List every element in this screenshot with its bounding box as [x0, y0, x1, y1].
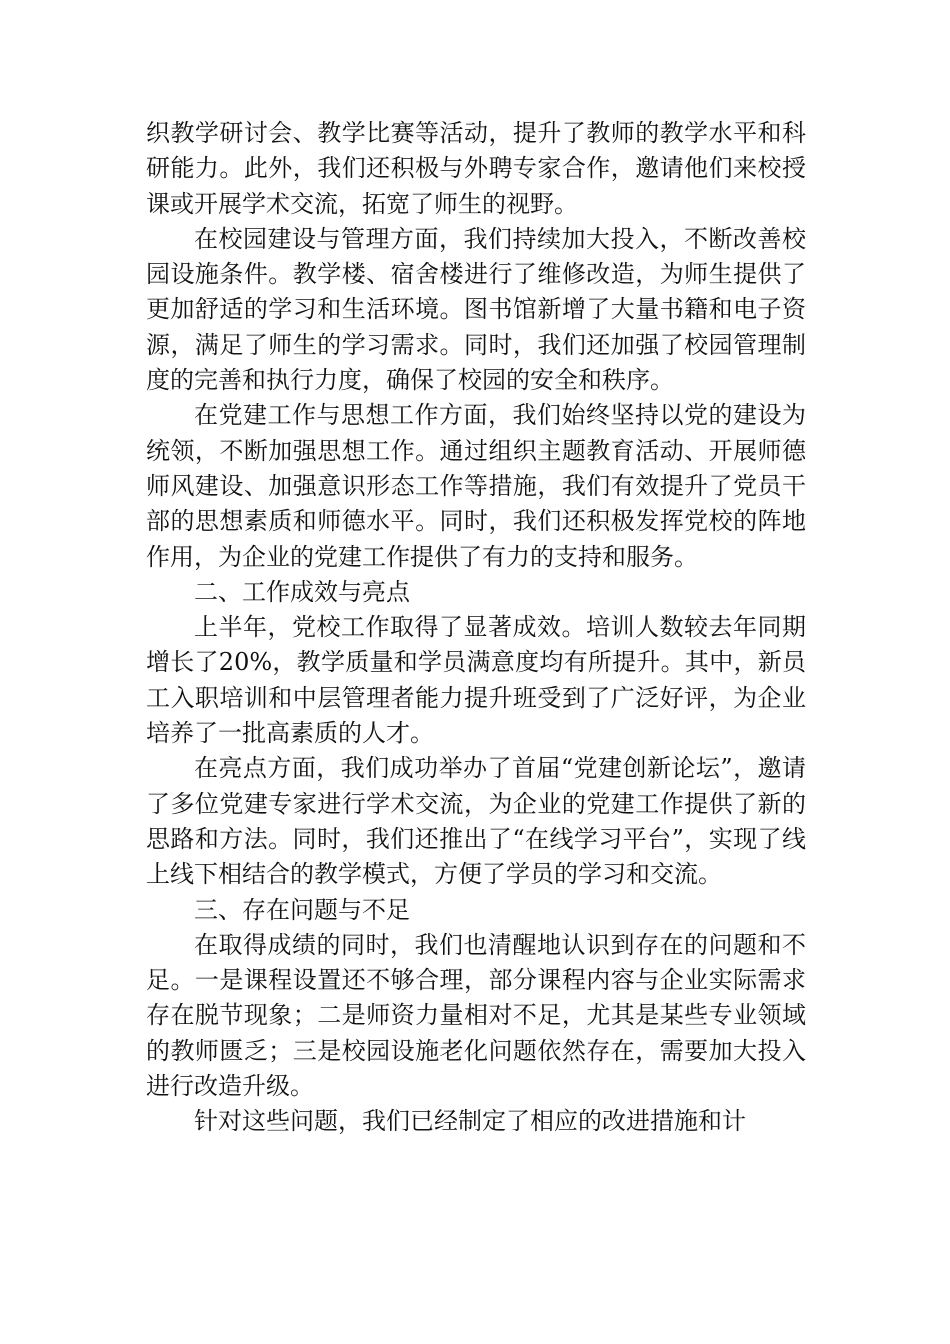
paragraph-highlights: 在亮点方面，我们成功举办了首届“党建创新论坛”，邀请了多位党建专家进行学术交流，为企业的党建工作提供了新的思路和方法。同时，我们还推出了“在线学习平台”，实现了线上线下相结合的教学模式，方便了学员的学习和交流。: [146, 754, 806, 889]
document-body: [146, 116, 806, 1140]
paragraph-party-building: 在党建工作与思想工作方面，我们始终坚持以党的建设为统领，不断加强思想工作。通过组织主题教育活动、开展师德师风建设、加强意识形态工作等措施，我们有效提升了党员干部的思想素质和师德水平。同时，我们还积极发挥党校的阵地作用，为企业的党建工作提供了有力的支持和服务。: [146, 401, 806, 571]
paragraph-achievements: 上半年，党校工作取得了显著成效。培训人数较去年同期增长了20%，教学质量和学员满意度均有所提升。其中，新员工入职培训和中层管理者能力提升班受到了广泛好评，为企业培养了一批高素质的人才。: [146, 613, 806, 748]
section-heading-achievements: 二、工作成效与亮点: [194, 577, 410, 606]
paragraph-continuation: 织教学研讨会、教学比赛等活动，提升了教师的教学水平和科研能力。此外，我们还积极与外聘专家合作，邀请他们来校授课或开展学术交流，拓宽了师生的视野。: [146, 119, 806, 218]
paragraph-campus-construction: 在校园建设与管理方面，我们持续加大投入，不断改善校园设施条件。教学楼、宿舍楼进行了维修改造，为师生提供了更加舒适的学习和生活环境。图书馆新增了大量书籍和电子资源，满足了师生的学习需求。同时，我们还加强了校园管理制度的完善和执行力度，确保了校园的安全和秩序。: [146, 224, 806, 395]
section-heading-problems: 三、存在问题与不足: [194, 895, 410, 924]
paragraph-measures: 针对这些问题，我们已经制定了相应的改进措施和计: [194, 1107, 746, 1136]
paragraph-problems: 在取得成绩的同时，我们也清醒地认识到存在的问题和不足。一是课程设置还不够合理，部分课程内容与企业实际需求存在脱节现象；二是师资力量相对不足，尤其是某些专业领域的教师匮乏；三是校园设施老化问题依然存在，需要加大投入进行改造升级。: [146, 930, 806, 1101]
